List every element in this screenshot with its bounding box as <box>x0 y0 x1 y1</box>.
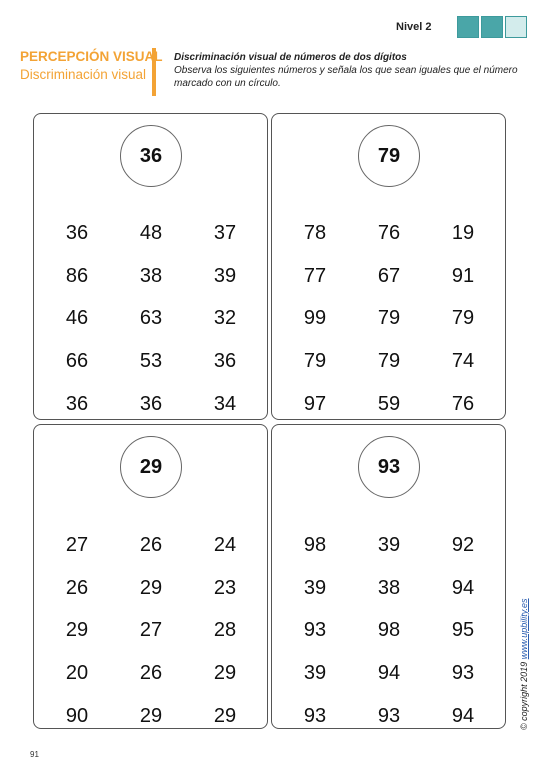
number-cell[interactable]: 39 <box>377 534 401 556</box>
number-cell[interactable]: 39 <box>303 662 327 685</box>
level-square-1 <box>457 16 479 38</box>
number-cell[interactable]: 48 <box>139 222 163 244</box>
number-cell[interactable]: 76 <box>377 222 401 244</box>
number-cell[interactable]: 34 <box>213 392 237 415</box>
number-cell[interactable]: 32 <box>213 307 237 330</box>
grid-row <box>34 609 267 652</box>
target-number-circle[interactable]: 93 <box>358 436 420 498</box>
exercise-card-1 <box>33 113 268 420</box>
grid-row <box>272 255 505 298</box>
number-cell[interactable]: 19 <box>451 222 475 244</box>
number-cell[interactable]: 26 <box>139 662 163 685</box>
number-cell[interactable]: 93 <box>303 619 327 642</box>
grid-row <box>34 524 267 567</box>
level-label: Nivel 2 <box>396 21 432 33</box>
grid-row <box>34 297 267 340</box>
grid-row <box>272 340 505 383</box>
number-cell[interactable]: 38 <box>139 264 163 287</box>
website-link[interactable]: www.upbility.es <box>519 598 529 660</box>
level-indicator <box>457 16 527 38</box>
number-cell[interactable]: 53 <box>139 350 163 373</box>
number-cell[interactable]: 74 <box>451 350 475 373</box>
grid-row <box>34 212 267 255</box>
number-cell[interactable]: 91 <box>451 264 475 287</box>
number-cell[interactable]: 29 <box>65 619 89 642</box>
number-cell[interactable]: 39 <box>303 576 327 599</box>
number-cell[interactable]: 39 <box>213 264 237 287</box>
number-cell[interactable]: 38 <box>377 576 401 599</box>
section-title: PERCEPCIÓN VISUAL <box>20 49 163 64</box>
number-cell[interactable]: 20 <box>65 662 89 685</box>
target-number-circle[interactable]: 79 <box>358 125 420 187</box>
number-cell[interactable]: 27 <box>65 534 89 556</box>
copyright-text: © copyright 2019 <box>519 661 529 730</box>
grid-row <box>272 383 505 426</box>
grid-row <box>272 212 505 255</box>
number-cell[interactable]: 78 <box>303 222 327 244</box>
grid-row <box>34 695 267 738</box>
number-cell[interactable]: 28 <box>213 619 237 642</box>
number-cell[interactable]: 29 <box>213 704 237 727</box>
number-cell[interactable]: 93 <box>303 704 327 727</box>
grid-row <box>34 383 267 426</box>
section-subtitle: Discriminación visual <box>20 67 147 82</box>
number-cell[interactable]: 36 <box>213 350 237 373</box>
number-grid <box>272 524 505 737</box>
section-title-block <box>20 48 163 96</box>
number-cell[interactable]: 67 <box>377 264 401 287</box>
number-cell[interactable]: 93 <box>451 662 475 685</box>
grid-row <box>272 652 505 695</box>
number-cell[interactable]: 76 <box>451 392 475 415</box>
level-square-2 <box>481 16 503 38</box>
number-cell[interactable]: 94 <box>451 704 475 727</box>
grid-row <box>34 652 267 695</box>
number-cell[interactable]: 94 <box>451 576 475 599</box>
target-number-circle[interactable]: 36 <box>120 125 182 187</box>
number-cell[interactable]: 26 <box>65 576 89 599</box>
grid-row <box>272 524 505 567</box>
grid-row <box>272 567 505 610</box>
number-cell[interactable]: 27 <box>139 619 163 642</box>
number-cell[interactable]: 66 <box>65 350 89 373</box>
number-cell[interactable]: 29 <box>213 662 237 685</box>
grid-row <box>272 695 505 738</box>
number-cell[interactable]: 97 <box>303 392 327 415</box>
number-cell[interactable]: 59 <box>377 392 401 415</box>
number-cell[interactable]: 63 <box>139 307 163 330</box>
grid-row <box>272 297 505 340</box>
exercise-card-4 <box>271 424 506 729</box>
number-cell[interactable]: 99 <box>303 307 327 330</box>
number-cell[interactable]: 23 <box>213 576 237 599</box>
exercise-card-2 <box>271 113 506 420</box>
number-cell[interactable]: 93 <box>377 704 401 727</box>
grid-row <box>34 567 267 610</box>
number-cell[interactable]: 95 <box>451 619 475 642</box>
number-cell[interactable]: 24 <box>213 534 237 556</box>
target-number-circle[interactable]: 29 <box>120 436 182 498</box>
level-square-3 <box>505 16 527 38</box>
number-cell[interactable]: 98 <box>377 619 401 642</box>
number-cell[interactable]: 37 <box>213 222 237 244</box>
number-cell[interactable]: 36 <box>65 392 89 415</box>
exercise-card-3 <box>33 424 268 729</box>
number-cell[interactable]: 79 <box>377 350 401 373</box>
page-number: 91 <box>30 750 39 759</box>
number-cell[interactable]: 79 <box>377 307 401 330</box>
number-cell[interactable]: 79 <box>303 350 327 373</box>
instruction-title: Discriminación visual de números de dos dígitos <box>174 52 407 63</box>
number-grid <box>34 524 267 737</box>
number-cell[interactable]: 77 <box>303 264 327 287</box>
number-cell[interactable]: 46 <box>65 307 89 330</box>
instructions <box>174 51 524 90</box>
number-cell[interactable]: 29 <box>139 704 163 727</box>
number-cell[interactable]: 92 <box>451 534 475 556</box>
number-cell[interactable]: 29 <box>139 576 163 599</box>
grid-row <box>34 255 267 298</box>
number-grid <box>272 212 505 425</box>
number-cell[interactable]: 79 <box>451 307 475 330</box>
number-cell[interactable]: 90 <box>65 704 89 727</box>
grid-row <box>272 609 505 652</box>
number-cell[interactable]: 36 <box>65 222 89 244</box>
number-cell[interactable]: 86 <box>65 264 89 287</box>
copyright-notice <box>519 598 529 730</box>
number-cell[interactable]: 98 <box>303 534 327 556</box>
instruction-text: Observa los siguientes números y señala los que sean iguales que el número marcado con un círculo. <box>174 65 518 89</box>
number-grid <box>34 212 267 425</box>
number-cell[interactable]: 94 <box>377 662 401 685</box>
number-cell[interactable]: 36 <box>139 392 163 415</box>
number-cell[interactable]: 26 <box>139 534 163 556</box>
grid-row <box>34 340 267 383</box>
